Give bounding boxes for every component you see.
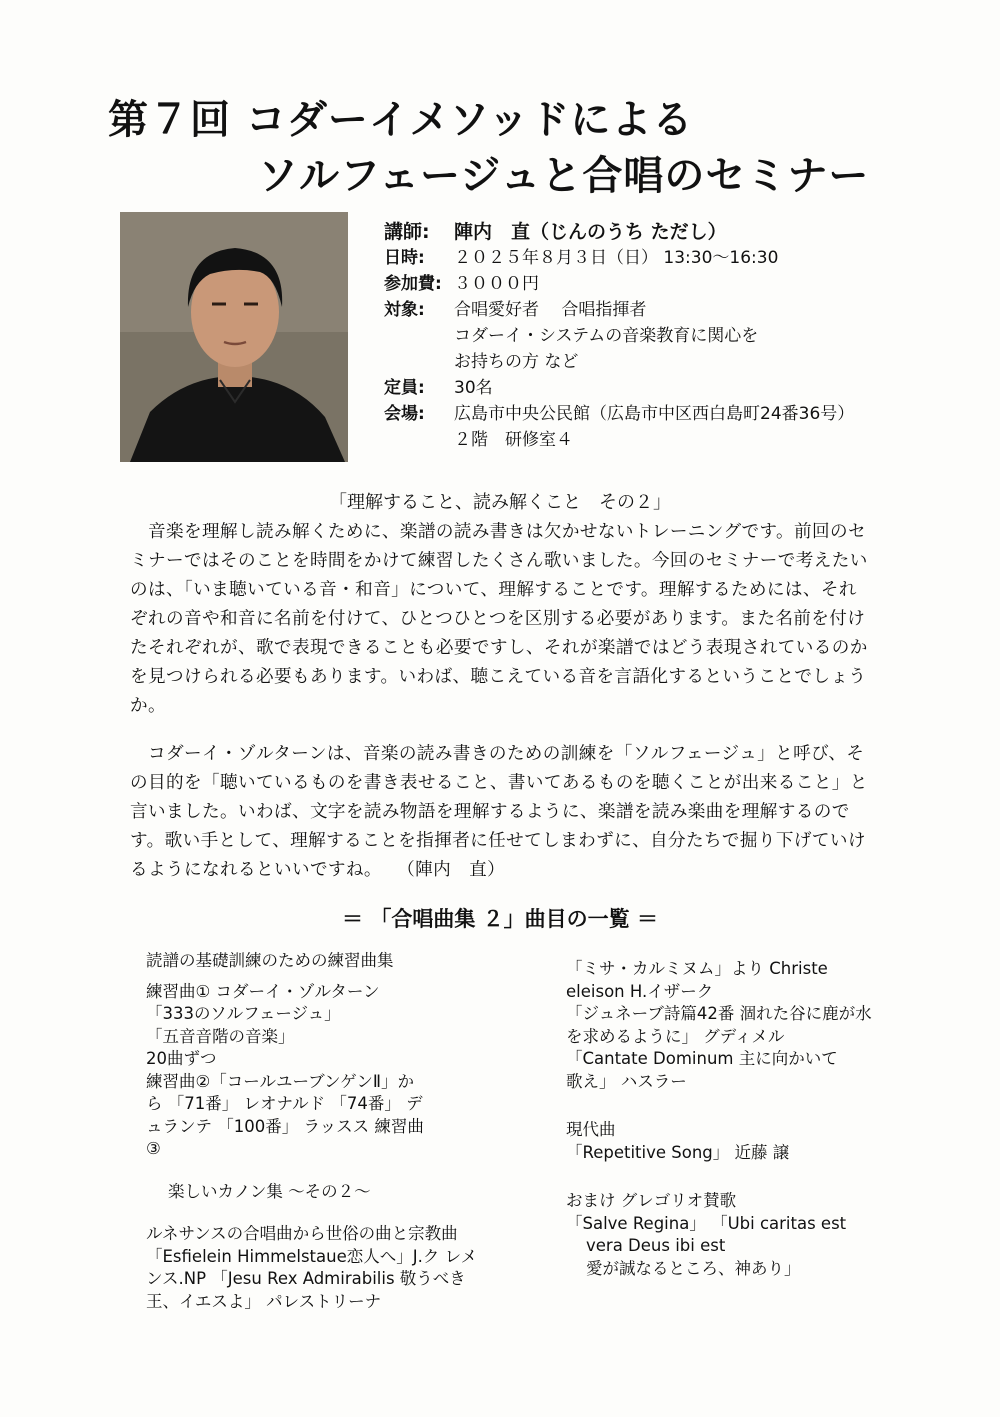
paragraph-line: 音楽を理解し読み解くために、楽譜の読み書きは欠かせないトレーニングです。前回のセ (130, 522, 866, 542)
list-item: 王、イエスよ」 パレストリーナ (146, 1291, 382, 1311)
paragraph-line: 言いました。いわば、文字を読み物語を理解するように、楽譜を読み楽曲を理解するので (130, 802, 850, 822)
date-value: ２０２５年８月３日（日） (454, 248, 658, 268)
program-left-column (146, 950, 546, 1313)
essay-subheading: 「理解すること、読み解くこと その２」 (329, 492, 671, 513)
section-title: おまけ グレゴリオ賛歌 (566, 1191, 737, 1210)
section-title: ルネサンスの合唱曲から世俗の曲と宗教曲 (146, 1224, 458, 1243)
venue-value-1: 広島市中央公民館（広島市中区西白島町24番36号） (454, 404, 855, 424)
paragraph-line: す。歌い手として、理解することを指揮者に任せてしまわずに、自分たちで掘り下げていけ (130, 831, 866, 851)
list-item: ンス.NP 「Jesu Rex Admirabilis 敬うべき (146, 1269, 466, 1288)
lecturer-photo (120, 212, 348, 462)
program-right-column (566, 958, 966, 1280)
list-item: 「Cantate Dominum 主に向かいて (566, 1049, 838, 1068)
lecturer-label: 講師: (384, 221, 430, 243)
list-item: ュランテ 「100番」 ラッスス 練習曲 (146, 1116, 424, 1136)
time-value: 13:30〜16:30 (663, 248, 779, 268)
list-item: 「333のソルフェージュ」 (146, 1004, 341, 1023)
list-item: vera Deus ibi est (586, 1236, 726, 1255)
paragraph-line: ぞれの音や和音に名前を付けて、ひとつひとつを区別する必要があります。また名前を付け (130, 609, 866, 629)
list-item: 練習曲① コダーイ・ゾルターン (146, 981, 380, 1001)
list-item: 「Salve Regina」 「Ubi caritas est (566, 1213, 847, 1233)
capacity-label: 定員: (384, 378, 425, 398)
list-item: ら 「71番」 レオナルド 「74番」 デ (146, 1094, 423, 1113)
list-item: 歌え」 ハスラー (566, 1071, 687, 1091)
paragraph-line: コダーイ・ゾルターンは、音楽の読み書きのための訓練を「ソルフェージュ」と呼び、そ (130, 744, 865, 764)
venue-value-2: ２階 研修室４ (454, 430, 573, 450)
list-item: 愛が誠なるところ、神あり」 (586, 1258, 801, 1278)
date-label: 日時: (384, 248, 425, 268)
essay-paragraph-2 (130, 740, 970, 885)
title-line-1: 第７回 コダーイメソッドによる (108, 97, 694, 143)
list-item: 「ジュネーブ詩篇42番 涸れた谷に鹿が水 (566, 1004, 872, 1023)
list-item: 「ミサ・カルミヌム」より Christe (566, 959, 828, 978)
essay-paragraph-1 (130, 518, 970, 721)
section-title: 現代曲 (566, 1120, 616, 1139)
target-value-2: コダーイ・システムの音楽教育に関心を (454, 326, 759, 346)
paragraph-line: を見つけられる必要もあります。いわば、聴こえている音を言語化するということでしょう (130, 667, 867, 687)
list-item: 「Esfielein Himmelstaue恋人へ」J.ク レメ (146, 1246, 478, 1266)
list-item: ③ (146, 1139, 161, 1158)
capacity-value: 30名 (454, 378, 493, 398)
list-item: 「五音音階の音楽」 (146, 1026, 295, 1046)
list-item: を求めるように」 グディメル (566, 1026, 785, 1046)
seminar-info (384, 219, 904, 453)
list-item: 練習曲②「コールユーブンゲンⅡ」か (146, 1071, 414, 1091)
section-title: 読譜の基礎訓練のための練習曲集 (146, 951, 394, 970)
paragraph-line: の目的を「聴いているものを書き表せること、書いてあるものを聴くことが出来ること」と (130, 773, 868, 793)
paragraph-line: るようになれるといいですね。 （陣内 直） (130, 860, 506, 880)
program-list-heading: ＝ 「合唱曲集 ２」曲目の一覧 ＝ (342, 907, 658, 931)
section-title: 楽しいカノン集 〜その２〜 (168, 1181, 371, 1201)
list-item: 「Repetitive Song」 近藤 譲 (566, 1142, 790, 1162)
target-label: 対象: (384, 300, 425, 320)
paragraph-line: のは、「いま聴いている音・和音」について、理解することです。理解するためには、それ (130, 580, 857, 600)
paragraph-line: ミナーではそのことを時間をかけて練習したくさん歌いました。今回のセミナーで考えたい (130, 551, 868, 571)
venue-label: 会場: (384, 404, 425, 424)
fee-value: ３０００円 (454, 274, 539, 294)
target-value-3: お持ちの方 など (454, 352, 579, 372)
target-value-1: 合唱愛好者 合唱指揮者 (454, 300, 647, 320)
paragraph-line: たそれぞれが、歌で表現できることも必要ですし、それが楽譜ではどう表現されているのか (130, 638, 868, 658)
title-line-2: ソルフェージュと合唱のセミナー (258, 153, 870, 199)
list-item: 20曲ずつ (146, 1049, 217, 1068)
paragraph-line: か。 (130, 696, 166, 716)
lecturer-name: 陣内 直（じんのうち ただし） (454, 221, 727, 243)
list-item: eleison H.イザーク (566, 981, 714, 1001)
fee-label: 参加費: (384, 274, 442, 294)
